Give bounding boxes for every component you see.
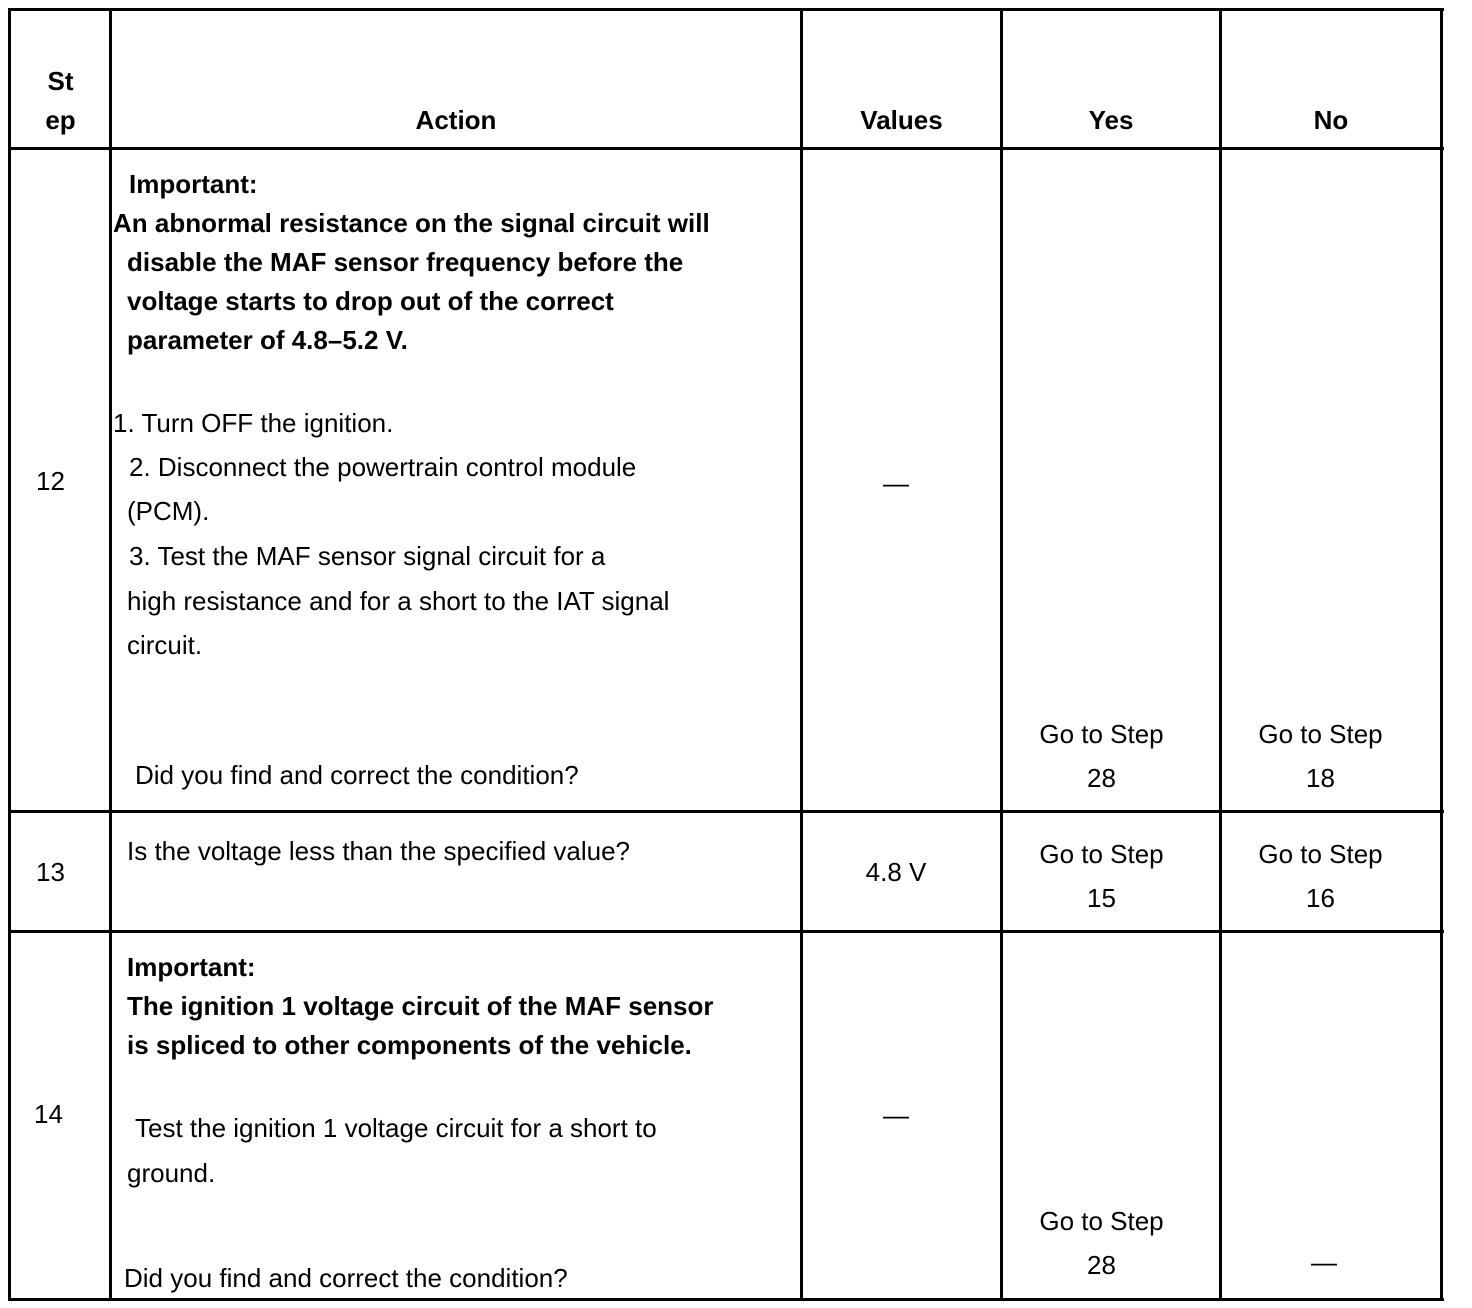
no-line2: 18	[1306, 763, 1335, 793]
yes-line2: 28	[1087, 1250, 1116, 1280]
grid-line	[1440, 8, 1443, 1301]
header-yes: Yes	[1088, 105, 1134, 135]
important-label: Important:	[127, 952, 256, 982]
yes-line1: Go to Step	[1039, 719, 1164, 749]
header-no: No	[1313, 105, 1349, 135]
yes-line1: Go to Step	[1039, 839, 1164, 869]
value-cell: 4.8 V	[865, 857, 927, 887]
grid-line	[8, 8, 1444, 11]
grid-line	[8, 147, 1444, 150]
step-number: 12	[36, 466, 65, 496]
important-text: voltage starts to drop out of the correct	[127, 286, 614, 316]
header-values: Values	[860, 105, 943, 135]
action-step: circuit.	[127, 630, 203, 660]
no-cell: —	[1311, 1247, 1337, 1277]
grid-line	[1219, 8, 1222, 1301]
important-text: disable the MAF sensor frequency before the	[127, 247, 684, 277]
grid-line	[8, 810, 1444, 813]
no-cell	[1222, 712, 1419, 800]
yes-line2: 28	[1087, 763, 1116, 793]
action-step: 1. Turn OFF the ignition.	[113, 408, 394, 438]
important-label: Important:	[129, 169, 258, 199]
grid-line	[8, 8, 11, 1301]
action-step: ground.	[127, 1158, 216, 1188]
step-number: 13	[36, 857, 65, 887]
action-step: Test the ignition 1 voltage circuit for a short to	[135, 1113, 657, 1143]
action-step: 2. Disconnect the powertrain control module	[129, 452, 637, 482]
action-step: high resistance and for a short to the IAT signal	[127, 586, 670, 616]
no-line1: Go to Step	[1258, 839, 1383, 869]
grid-line	[109, 8, 112, 1301]
important-text: parameter of 4.8–5.2 V.	[127, 325, 408, 355]
important-text: The ignition 1 voltage circuit of the MAF sensor	[127, 991, 714, 1021]
grid-line	[1000, 8, 1003, 1301]
header-action: Action	[415, 105, 497, 135]
step-number: 14	[34, 1099, 63, 1129]
yes-line2: 15	[1087, 883, 1116, 913]
action-step: (PCM).	[127, 496, 210, 526]
action-question: Did you find and correct the condition?	[124, 1263, 568, 1293]
action-step: 3. Test the MAF sensor signal circuit for a	[129, 541, 606, 571]
no-line2: 16	[1306, 883, 1335, 913]
no-line1: Go to Step	[1258, 719, 1383, 749]
important-text: is spliced to other components of the vehicle.	[127, 1030, 692, 1060]
action-question: Is the voltage less than the specified value?	[127, 836, 630, 866]
header-step	[12, 62, 109, 140]
header-step-line2: ep	[45, 105, 76, 135]
grid-line	[8, 1298, 1444, 1301]
yes-cell	[1003, 832, 1200, 920]
header-step-line1: St	[47, 66, 74, 96]
yes-line1: Go to Step	[1039, 1206, 1164, 1236]
value-cell: —	[883, 1100, 909, 1130]
value-cell: —	[883, 468, 909, 498]
important-text: An abnormal resistance on the signal circuit will	[113, 208, 710, 238]
yes-cell	[1003, 712, 1200, 800]
yes-cell	[1003, 1199, 1200, 1287]
action-question: Did you find and correct the condition?	[135, 760, 579, 790]
no-cell	[1222, 832, 1419, 920]
grid-line	[8, 930, 1444, 933]
